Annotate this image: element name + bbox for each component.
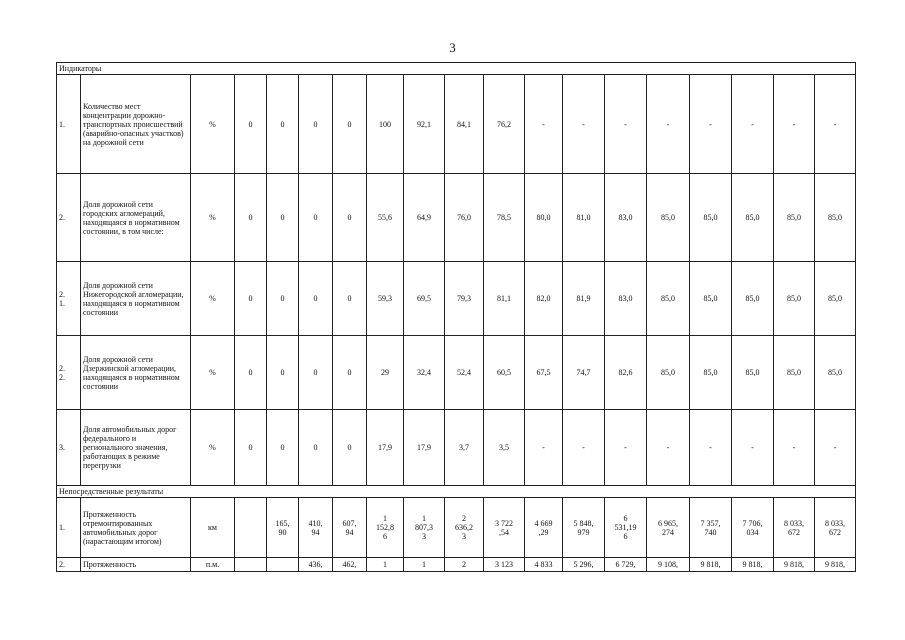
value-cell: 8 033, 672 [815,498,856,558]
value-cell: 0 [267,410,299,486]
value-cell: 85,0 [815,174,856,262]
value-cell: 0 [299,75,333,174]
indicator-name: Доля дорожной сети Дзержинской агломерации, находящаяся в нормативном состоянии [81,336,191,410]
value-cell: - [525,75,563,174]
result-name: Протяженность отремонтированных автомобильных дорог (нарастающим итогом) [81,498,191,558]
value-cell [235,558,267,572]
value-cell: - [815,75,856,174]
table-row [57,558,856,572]
value-cell: 0 [333,336,367,410]
value-cell: 85,0 [647,262,690,336]
value-cell: 1 807,3 3 [404,498,445,558]
value-cell: 6 729, [605,558,647,572]
value-cell: 85,0 [690,336,732,410]
value-cell: 76,0 [445,174,484,262]
value-cell: 0 [235,174,267,262]
value-cell: 462, [333,558,367,572]
value-cell: 29 [367,336,404,410]
table-row [57,174,856,262]
value-cell: 81,9 [563,262,605,336]
value-cell: 0 [267,336,299,410]
value-cell: - [563,410,605,486]
value-cell: 85,0 [815,336,856,410]
value-cell: 52,4 [445,336,484,410]
value-cell: 32,4 [404,336,445,410]
value-cell: 9 108, [647,558,690,572]
value-cell: 85,0 [732,336,774,410]
value-cell: 0 [267,174,299,262]
value-cell: 1 [404,558,445,572]
value-cell: 85,0 [815,262,856,336]
table-row [57,262,856,336]
value-cell: 82,0 [525,262,563,336]
indicator-name: Доля дорожной сети городских агломераций, находящаяся в нормативном состоянии, в том числе: [81,174,191,262]
value-cell: 55,6 [367,174,404,262]
value-cell: - [647,75,690,174]
table-row [57,498,856,558]
page-bottom-margin [0,579,905,640]
value-cell: - [563,75,605,174]
value-cell: 0 [235,262,267,336]
indicator-name: Доля автомобильных дорог федерального и регионального значения, работающих в режиме перегрузки [81,410,191,486]
value-cell: - [525,410,563,486]
indicator-unit: % [191,410,235,486]
indicator-number: 2. [57,174,81,262]
value-cell: 76,2 [484,75,525,174]
result-number: 1. [57,498,81,558]
table-row [57,336,856,410]
value-cell: 0 [333,410,367,486]
value-cell: 165, 90 [267,498,299,558]
value-cell: 7 357, 740 [690,498,732,558]
value-cell: 607, 94 [333,498,367,558]
value-cell: 84,1 [445,75,484,174]
value-cell: 9 818, [732,558,774,572]
value-cell: - [732,75,774,174]
value-cell: 81,1 [484,262,525,336]
value-cell: - [732,410,774,486]
result-number: 2. [57,558,81,572]
value-cell: 4 833 [525,558,563,572]
result-unit: км [191,498,235,558]
value-cell: 85,0 [774,174,815,262]
indicator-unit: % [191,262,235,336]
value-cell: 92,1 [404,75,445,174]
value-cell: 74,7 [563,336,605,410]
value-cell: 78,5 [484,174,525,262]
value-cell: 85,0 [774,336,815,410]
value-cell: 83,0 [605,174,647,262]
value-cell: 83,0 [605,262,647,336]
value-cell: 5 848, 979 [563,498,605,558]
value-cell: 0 [267,262,299,336]
value-cell [267,558,299,572]
indicator-name: Количество мест концентрации дорожно-транспортных происшествий (аварийно-опасных участков) на дорожной сети [81,75,191,174]
value-cell: 0 [235,75,267,174]
result-unit: п.м. [191,558,235,572]
value-cell: 9 818, [815,558,856,572]
value-cell: 0 [333,75,367,174]
value-cell: - [774,410,815,486]
value-cell: 0 [299,174,333,262]
value-cell: - [605,410,647,486]
value-cell [235,498,267,558]
value-cell: 4 669 ,29 [525,498,563,558]
value-cell: 0 [267,75,299,174]
value-cell: 85,0 [732,262,774,336]
value-cell: 85,0 [647,174,690,262]
value-cell: 79,3 [445,262,484,336]
value-cell: 0 [299,262,333,336]
indicator-name: Доля дорожной сети Нижегородской агломерации, находящаяся в нормативном состоянии [81,262,191,336]
value-cell: 2 636,2 3 [445,498,484,558]
value-cell: 100 [367,75,404,174]
value-cell: 69,5 [404,262,445,336]
value-cell: - [690,410,732,486]
value-cell: 85,0 [690,174,732,262]
value-cell: 59,3 [367,262,404,336]
value-cell: 0 [299,410,333,486]
indicator-number: 2. 2. [57,336,81,410]
section-results-title: Непосредственные результаты [57,486,856,498]
value-cell: 85,0 [690,262,732,336]
value-cell: 1 152,8 6 [367,498,404,558]
table-row [57,410,856,486]
page-number: 3 [449,40,456,55]
value-cell: 17,9 [367,410,404,486]
value-cell: 7 706, 034 [732,498,774,558]
section-indicators [57,63,856,75]
section-results [57,486,856,498]
section-indicators-title: Индикаторы [57,63,856,75]
indicator-unit: % [191,174,235,262]
value-cell: 0 [333,262,367,336]
value-cell: - [605,75,647,174]
value-cell: 60,5 [484,336,525,410]
value-cell: 436, [299,558,333,572]
value-cell: - [815,410,856,486]
value-cell: 3,5 [484,410,525,486]
value-cell: 9 818, [774,558,815,572]
result-name: Протяженность [81,558,191,572]
value-cell: 0 [299,336,333,410]
value-cell: 17,9 [404,410,445,486]
value-cell: 6 531,19 6 [605,498,647,558]
value-cell: 8 033, 672 [774,498,815,558]
value-cell: 9 818, [690,558,732,572]
value-cell: 81,0 [563,174,605,262]
value-cell: 0 [235,410,267,486]
value-cell: - [774,75,815,174]
indicator-unit: % [191,336,235,410]
value-cell: 5 296, [563,558,605,572]
value-cell: 85,0 [774,262,815,336]
value-cell: 3 123 [484,558,525,572]
value-cell: 80,0 [525,174,563,262]
value-cell: 410, 94 [299,498,333,558]
value-cell: 64,9 [404,174,445,262]
value-cell: 3,7 [445,410,484,486]
value-cell: 85,0 [732,174,774,262]
value-cell: 2 [445,558,484,572]
value-cell: 0 [235,336,267,410]
value-cell: 85,0 [647,336,690,410]
value-cell: 3 722 ,54 [484,498,525,558]
value-cell: - [690,75,732,174]
table-row [57,75,856,174]
indicator-unit: % [191,75,235,174]
value-cell: 6 965, 274 [647,498,690,558]
indicator-number: 3. [57,410,81,486]
value-cell: 1 [367,558,404,572]
value-cell: 0 [333,174,367,262]
value-cell: - [647,410,690,486]
indicators-table [56,62,856,572]
indicator-number: 1. [57,75,81,174]
value-cell: 67,5 [525,336,563,410]
indicator-number: 2. 1. [57,262,81,336]
value-cell: 82,6 [605,336,647,410]
